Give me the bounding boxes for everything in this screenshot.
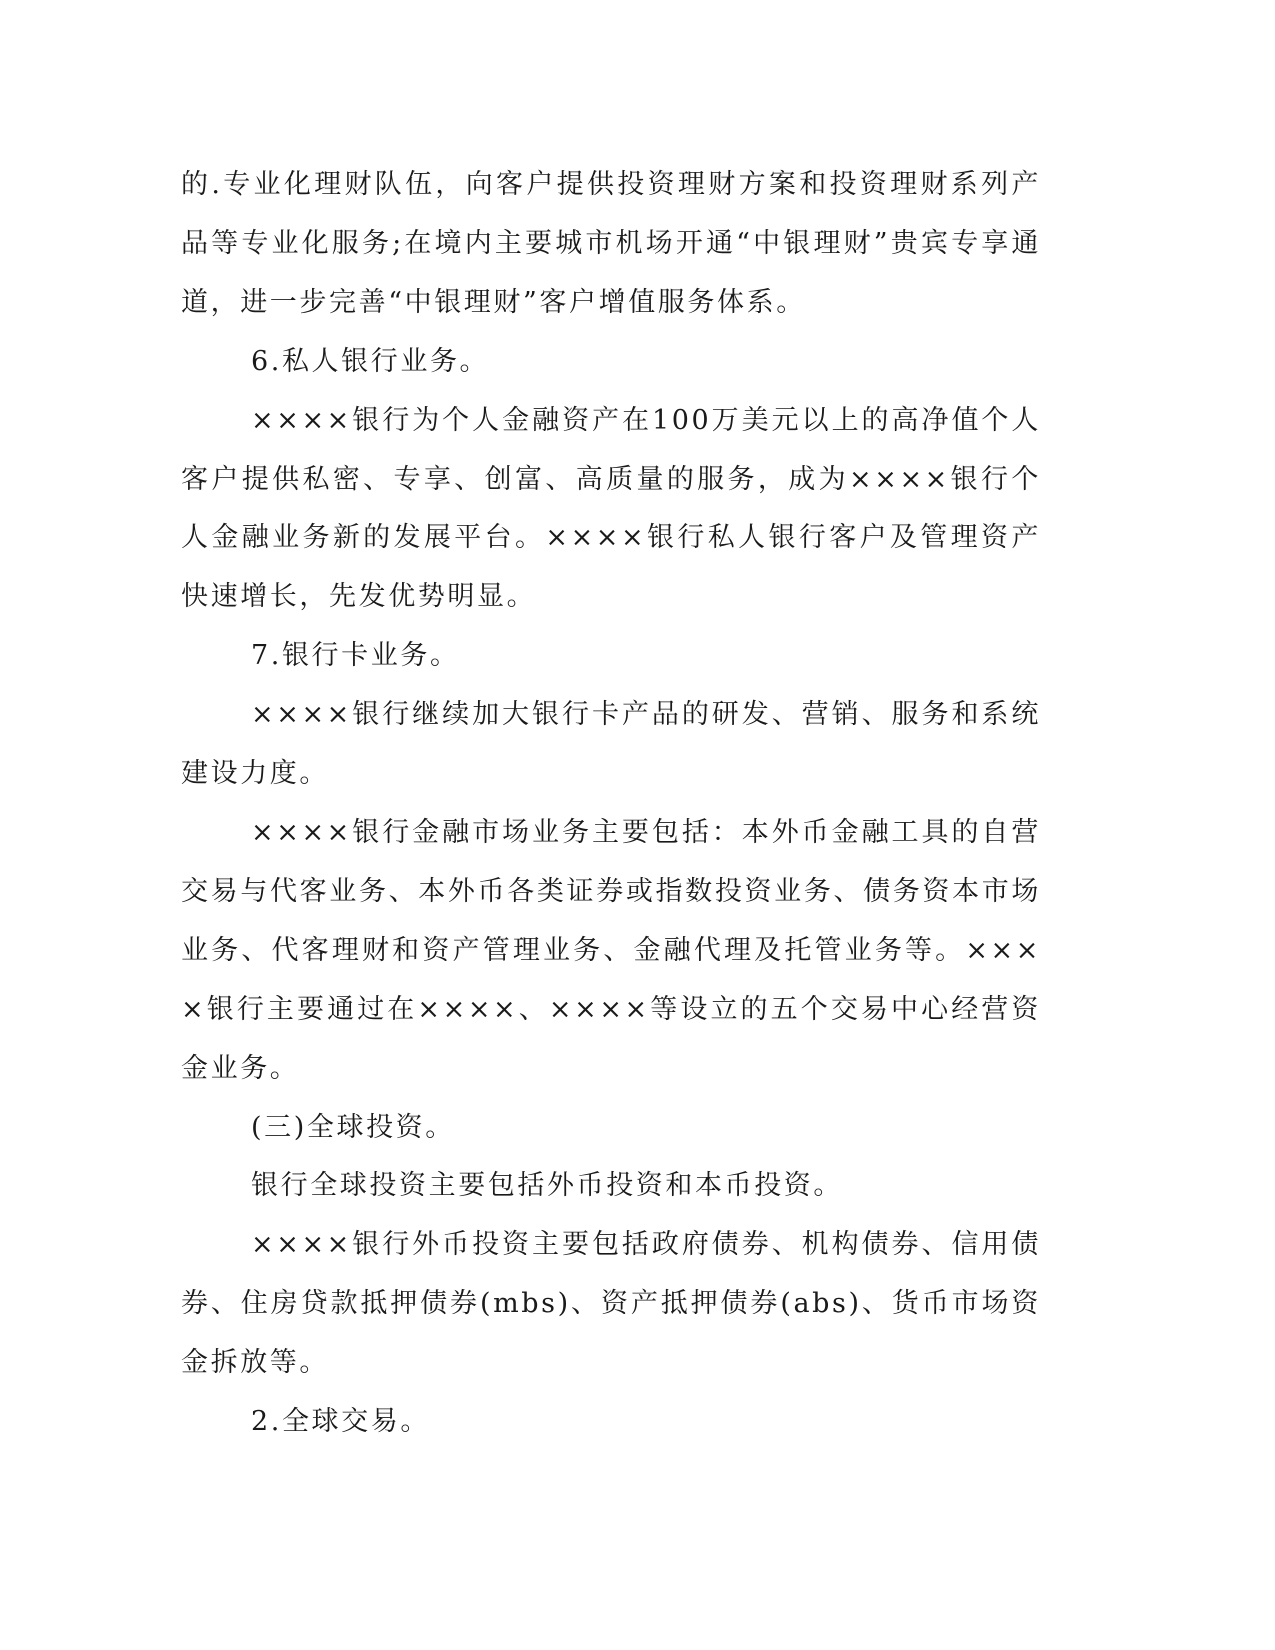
paragraph: 银行全球投资主要包括外币投资和本币投资。	[251, 1170, 843, 1202]
document-body	[181, 156, 1041, 1452]
paragraph: ××××银行金融市场业务主要包括：本外币金融工具的自营交易与代客业务、本外币各类证券或指数投资业务、债务资本市场业务、代客理财和资产管理业务、金融代理及托管业务等。××××银行主要通过在××××、××××等设立的五个交易中心经营资金业务。	[181, 816, 1041, 1084]
paragraph: ××××银行外币投资主要包括政府债券、机构债券、信用债券、住房贷款抵押债券(mbs)、资产抵押债券(abs)、货币市场资金拆放等。	[181, 1229, 1041, 1379]
section-heading-private-banking: 6.私人银行业务。	[251, 345, 490, 377]
paragraph: ××××银行继续加大银行卡产品的研发、营销、服务和系统建设力度。	[181, 699, 1041, 790]
section-heading-global-trading: 2.全球交易。	[251, 1406, 430, 1438]
section-heading-global-investment: (三)全球投资。	[251, 1111, 455, 1143]
paragraph: ××××银行为个人金融资产在100万美元以上的高净值个人客户提供私密、专享、创富、高质量的服务，成为××××银行个人金融业务新的发展平台。××××银行私人银行客户及管理资产快速增长，先发优势明显。	[181, 404, 1041, 613]
paragraph: 的.专业化理财队伍，向客户提供投资理财方案和投资理财系列产品等专业化服务;在境内主要城市机场开通“中银理财”贵宾专享通道，进一步完善“中银理财”客户增值服务体系。	[181, 169, 1041, 318]
section-heading-bank-card: 7.银行卡业务。	[251, 640, 460, 672]
